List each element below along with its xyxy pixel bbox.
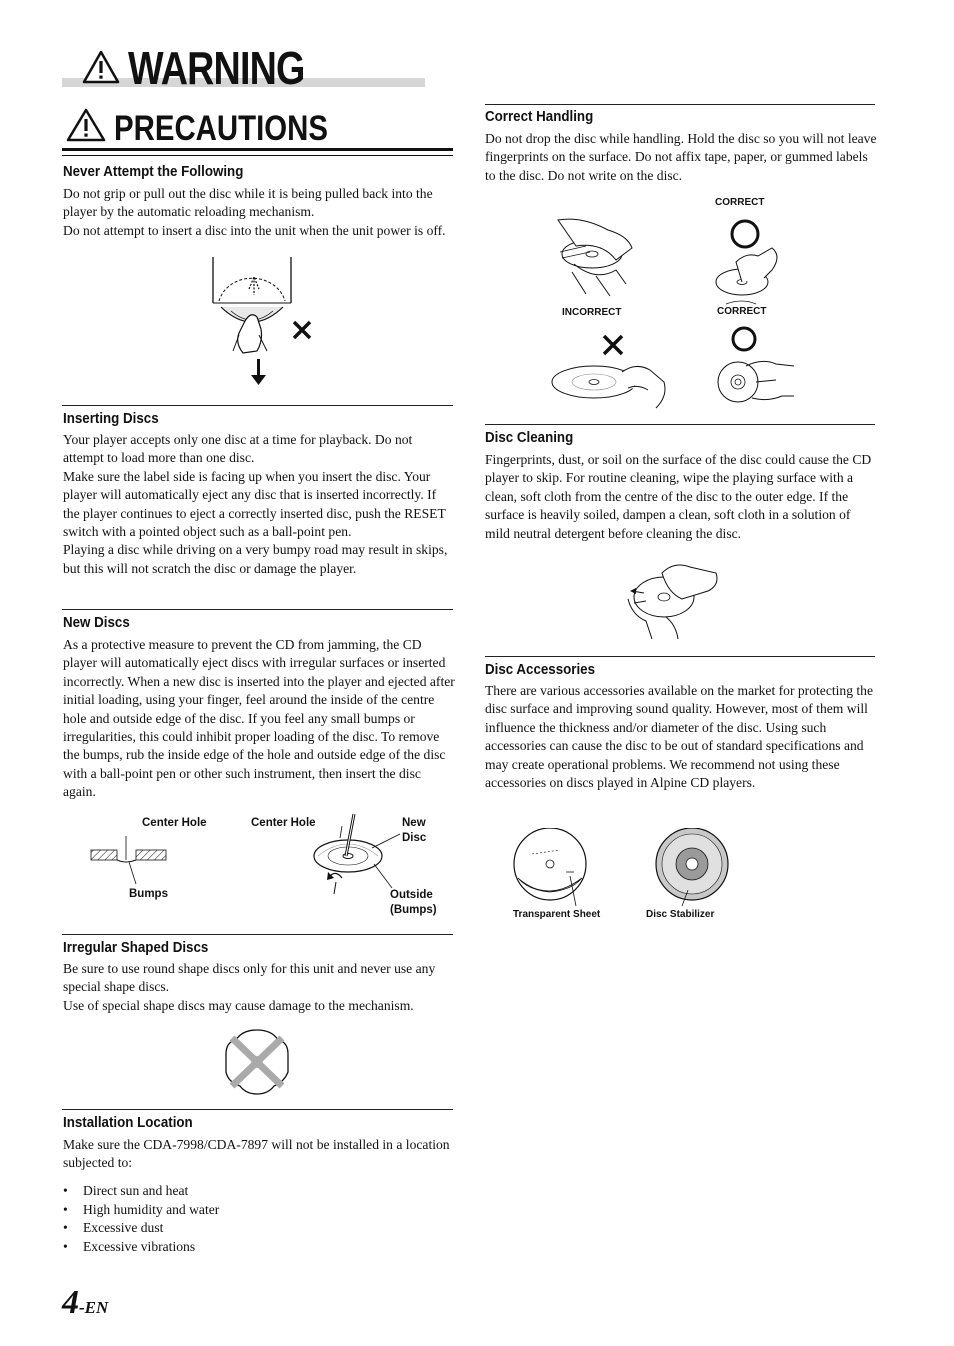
label-line: Outside (390, 889, 433, 901)
transparent-sheet-illustration (508, 828, 592, 908)
paragraph: Make sure the CDA-7998/CDA-7897 will not be installed in a location subjected to: (63, 1137, 450, 1171)
precautions-rule-thin (62, 155, 453, 156)
paragraph: As a protective measure to prevent the CD from jamming, the CD player will automatically eject discs with irregular surfaces or inserted incorrectly. When a new disc is inserted into the player and ejected after initial loading, using your finger, feel around the inside of the centre hole and outside edge of the disc. If you feel any small bumps or irregularities, this could inhibit proper loading of the disc. To remove the bumps, rub the inside edge of the hole and outside edge of the disc with a ball-point pen or other such instrument, then insert the disc again. (63, 637, 455, 800)
page-number (62, 1284, 108, 1322)
fig-label-center-hole: Center Hole (142, 817, 207, 829)
fig-label-transparent-sheet: Transparent Sheet (513, 909, 601, 920)
disc-pen-illustration (310, 812, 410, 898)
precautions-rule (62, 148, 453, 151)
paragraph: Make sure the label side is facing up when you insert the disc. Your player will automatically eject any disc that is inserted incorrectly. If the player continues to eject a correctly inserted disc, push the RESET switch with a pointed object such as a ball-point pen. (63, 468, 446, 540)
irregular-discs-text (63, 960, 455, 1015)
list-item: • Excessive vibrations (63, 1238, 443, 1257)
paragraph: Do not grip or pull out the disc while it is being pulled back into the player by the automatic reloading mechanism. (63, 186, 433, 220)
disc-stabilizer-illustration (652, 828, 736, 908)
new-discs-heading: New Discs (63, 615, 130, 631)
list-item: • High humidity and water (63, 1201, 443, 1220)
paragraph: Your player accepts only one disc at a time for playback. Do not attempt to load more than one disc. (63, 432, 413, 466)
disc-pullout-illustration (205, 255, 325, 385)
installation-list (63, 1182, 443, 1256)
disc-cleaning-heading: Disc Cleaning (485, 430, 574, 446)
disc-cleaning-text (485, 451, 877, 543)
paragraph: Use of special shape discs may cause damage to the mechanism. (63, 997, 414, 1013)
label-line: (Bumps) (390, 904, 437, 916)
label-line: Disc (402, 832, 427, 844)
fig-label-center-hole: Center Hole (251, 817, 316, 829)
fig-label-bumps: Bumps (129, 888, 168, 900)
paragraph: Playing a disc while driving on a very bumpy road may result in skips, but this will not scratch the disc or damage the player. (63, 542, 448, 576)
paragraph: Do not drop the disc while handling. Hold the disc so you will not leave fingerprints on the surface. Do not affix tape, paper, or gummed labels to the disc. Do not write on the disc. (485, 131, 877, 183)
label-line: New (402, 817, 426, 829)
installation-text (63, 1136, 455, 1173)
section-rule (62, 1109, 453, 1110)
list-item: • Excessive dust (63, 1219, 443, 1238)
handling-illustration (546, 212, 806, 410)
paragraph: Fingerprints, dust, or soil on the surface of the disc could cause the CD player to skip. For routine cleaning, wipe the playing surface with a clean, soft cloth from the centre of the disc to the outer edge. If the surface is heavily soiled, dampen a clean, soft cloth in a solution of mild neutral detergent before cleaning the disc. (485, 452, 872, 541)
inserting-discs-text (63, 431, 455, 578)
disc-cross-section-illustration (88, 834, 170, 886)
precautions-title: PRECAUTIONS (114, 109, 328, 148)
disc-accessories-text (485, 682, 877, 792)
inserting-discs-heading: Inserting Discs (63, 411, 159, 427)
irregular-disc-illustration (222, 1028, 292, 1096)
section-rule (62, 609, 453, 610)
warning-title: WARNING (128, 42, 305, 94)
installation-heading: Installation Location (63, 1115, 193, 1131)
paragraph: Be sure to use round shape discs only for this unit and never use any special shape discs. (63, 961, 436, 995)
precautions-triangle-icon (66, 108, 106, 142)
section-rule (485, 656, 875, 657)
fig-label-correct: CORRECT (717, 306, 767, 317)
never-attempt-heading: Never Attempt the Following (63, 164, 244, 180)
section-rule (485, 104, 875, 105)
paragraph: Do not attempt to insert a disc into the unit when the unit power is off. (63, 222, 446, 238)
new-discs-text (63, 636, 455, 802)
section-rule (62, 405, 453, 406)
paragraph: There are various accessories available on the market for protecting the disc surface and improving sound quality. However, most of them will influence the thickness and/or diameter of the disc. Using such accessories can cause the disc to be out of standard specifications and may create operational problems. We recommend not using these accessories on discs played in Alpine CD players. (485, 683, 873, 791)
disc-cleaning-illustration (622, 559, 722, 641)
disc-accessories-heading: Disc Accessories (485, 662, 596, 678)
warning-triangle-icon (82, 50, 120, 84)
section-rule (485, 424, 875, 425)
correct-handling-heading: Correct Handling (485, 109, 594, 125)
page-number-digit: 4 (62, 1284, 79, 1321)
irregular-discs-heading: Irregular Shaped Discs (63, 940, 209, 956)
fig-label-incorrect: INCORRECT (562, 307, 622, 318)
correct-handling-text (485, 130, 877, 185)
fig-label-disc-stabilizer: Disc Stabilizer (646, 909, 715, 920)
section-rule (62, 934, 453, 935)
fig-label-correct: CORRECT (715, 197, 765, 208)
page-number-suffix: -EN (79, 1298, 109, 1317)
list-item: • Direct sun and heat (63, 1182, 443, 1201)
never-attempt-text (63, 185, 455, 240)
